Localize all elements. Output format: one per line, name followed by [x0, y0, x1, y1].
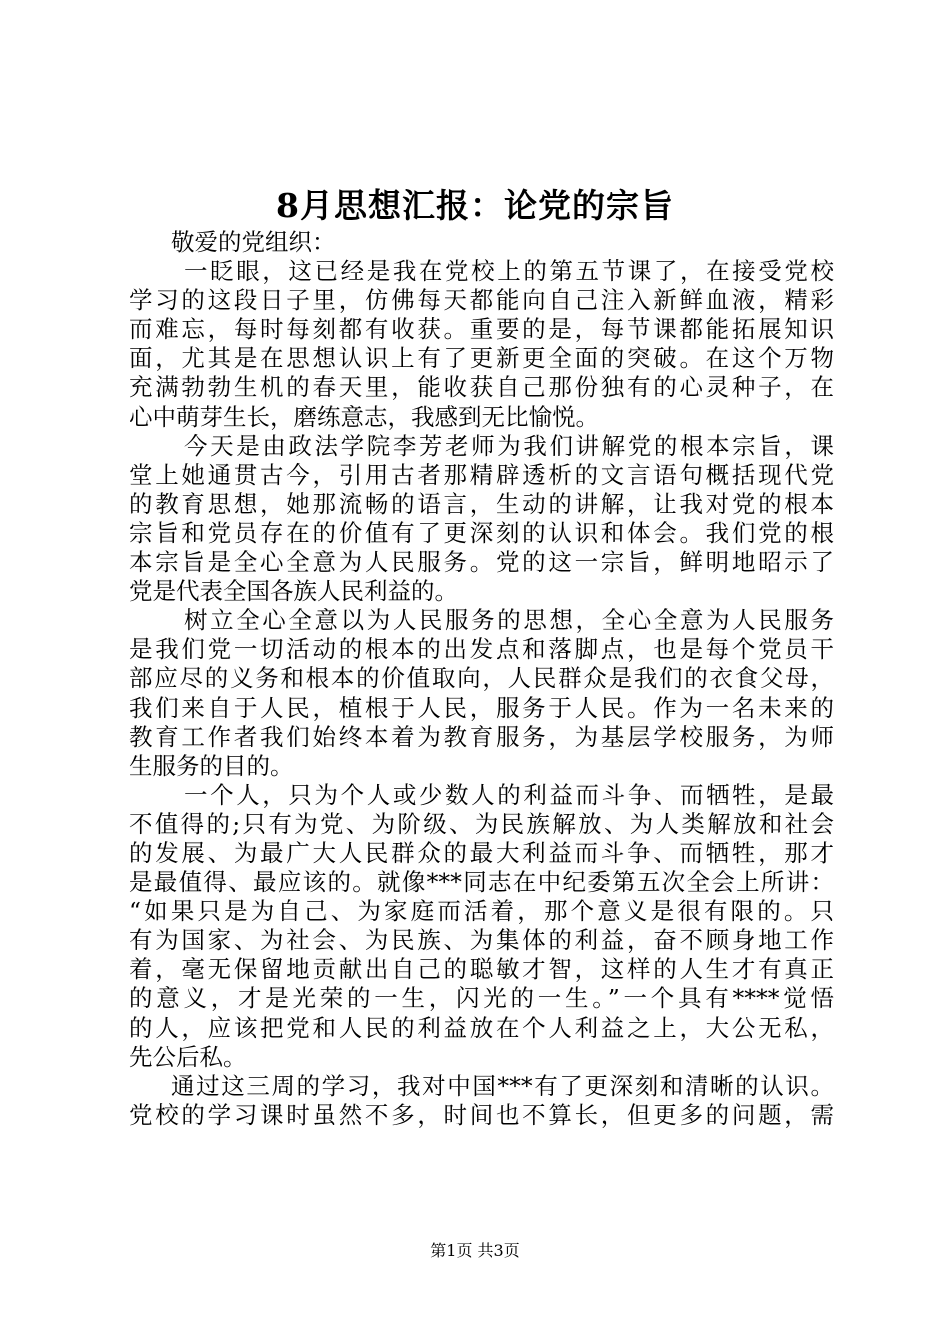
paragraph-3-line-2: 是我们党一切活动的根本的出发点和落脚点，也是每个党员干	[129, 635, 834, 664]
salutation: 敬爱的党组织：	[171, 228, 336, 256]
paragraph-3-line-4: 我们来自于人民，植根于人民，服务于人民。作为一名未来的	[129, 693, 834, 722]
document-body	[129, 228, 834, 1130]
paragraph-4-line-6: 有为国家、为社会、为民族、为集体的利益，奋不顾身地工作	[129, 926, 834, 955]
paragraph-3-line-5: 教育工作者我们始终本着为教育服务，为基层学校服务，为师	[129, 722, 834, 751]
paragraph-1-line-1: 一眨眼，这已经是我在党校上的第五节课了，在接受党校	[184, 257, 834, 286]
paragraph-4-line-1: 一个人，只为个人或少数人的利益而斗争、而牺牲，是最	[184, 780, 834, 809]
paragraph-4-line-5: “如果只是为自己、为家庭而活着，那个意义是很有限的。只	[129, 897, 834, 926]
paragraph-3-line-3: 部应尽的义务和根本的价值取向，人民群众是我们的衣食父母，	[129, 664, 834, 693]
paragraph-1-line-2: 学习的这段日子里，仿佛每天都能向自己注入新鲜血液，精彩	[129, 286, 834, 315]
paragraph-2-line-6: 党是代表全国各族人民利益的。	[129, 577, 458, 606]
paragraph-4-line-9: 的人，应该把党和人民的利益放在个人利益之上，大公无私，	[129, 1013, 834, 1042]
paragraph-1-line-6: 心中萌芽生长，磨练意志，我感到无比愉悦。	[129, 402, 599, 431]
paragraph-1-line-3: 而难忘，每时每刻都有收获。重要的是，每节课都能拓展知识	[129, 315, 834, 344]
paragraph-5-line-2: 党校的学习课时虽然不多，时间也不算长，但更多的问题，需	[129, 1100, 834, 1129]
paragraph-4-line-8: 的意义，才是光荣的一生，闪光的一生。”一个具有****觉悟	[129, 984, 834, 1013]
page-number-footer: 第1页 共3页	[430, 1241, 520, 1260]
paragraph-2-line-4: 宗旨和党员存在的价值有了更深刻的认识和体会。我们党的根	[129, 518, 834, 547]
paragraph-2-line-1: 今天是由政法学院李芳老师为我们讲解党的根本宗旨，课	[184, 431, 834, 460]
paragraph-4-line-4: 是最值得、最应该的。就像***同志在中纪委第五次全会上所讲：	[129, 868, 834, 897]
paragraph-5-line-1: 通过这三周的学习，我对中国***有了更深刻和清晰的认识。	[171, 1071, 834, 1100]
paragraph-3-line-6: 生服务的目的。	[129, 751, 294, 780]
paragraph-1-line-5: 充满勃勃生机的春天里，能收获自己那份独有的心灵种子，在	[129, 373, 834, 402]
paragraph-2-line-2: 堂上她通贯古今，引用古者那精辟透析的文言语句概括现代党	[129, 460, 834, 489]
paragraph-4-line-2: 不值得的;只有为党、为阶级、为民族解放、为人类解放和社会	[129, 809, 834, 838]
paragraph-4-line-10: 先公后私。	[129, 1042, 247, 1071]
paragraph-4-line-3: 的发展、为最广大人民群众的最大利益而斗争、而牺牲，那才	[129, 838, 834, 867]
paragraph-4-line-7: 着，毫无保留地贡献出自己的聪敏才智，这样的人生才有真正	[129, 955, 834, 984]
paragraph-1-line-4: 面，尤其是在思想认识上有了更新更全面的突破。在这个万物	[129, 344, 834, 373]
paragraph-2-line-3: 的教育思想，她那流畅的语言，生动的讲解，让我对党的根本	[129, 489, 834, 518]
document-title: 8月思想汇报：论党的宗旨	[276, 186, 674, 225]
paragraph-2-line-5: 本宗旨是全心全意为人民服务。党的这一宗旨，鲜明地昭示了	[129, 548, 834, 577]
paragraph-3-line-1: 树立全心全意以为人民服务的思想，全心全意为人民服务	[184, 606, 834, 635]
